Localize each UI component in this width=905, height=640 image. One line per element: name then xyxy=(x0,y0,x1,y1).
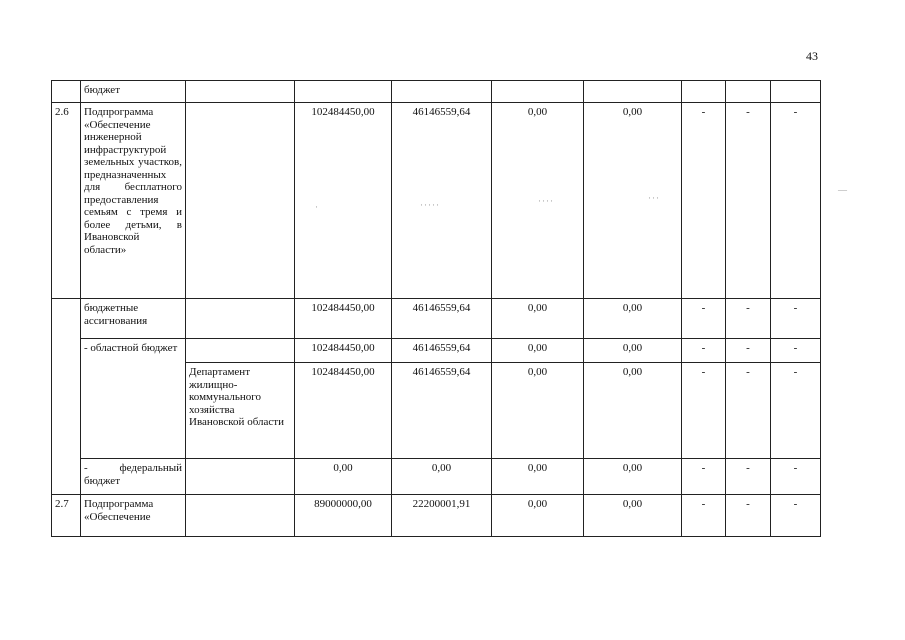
cell-name: Подпрограмма «Обеспечение xyxy=(81,495,186,537)
cell-name: - федеральный бюджет xyxy=(81,459,186,495)
cell-value-4: 0,00 xyxy=(584,339,682,363)
cell-value-2: 46146559,64 xyxy=(392,103,492,299)
cell-dash-1: - xyxy=(682,495,726,537)
cell-value-1: 102484450,00 xyxy=(295,363,392,459)
cell-dash-3: - xyxy=(771,103,821,299)
cell-num: 2.7 xyxy=(52,495,81,537)
cell-value-4: 0,00 xyxy=(584,459,682,495)
cell-value-3: 0,00 xyxy=(492,339,584,363)
cell-dash-3: - xyxy=(771,459,821,495)
cell-name: бюджетные ассигнования xyxy=(81,299,186,339)
cell-num xyxy=(52,81,81,103)
cell-value-2: 46146559,64 xyxy=(392,339,492,363)
table-row xyxy=(52,299,821,339)
scan-speck: · xyxy=(315,202,319,212)
cell-dash-1: - xyxy=(682,103,726,299)
cell-dash-2: - xyxy=(726,103,771,299)
cell-value-1: 102484450,00 xyxy=(295,103,392,299)
cell-name: бюджет xyxy=(81,81,186,103)
cell-dash-1: - xyxy=(682,299,726,339)
cell-dash-1: - xyxy=(682,339,726,363)
budget-table xyxy=(51,80,821,537)
cell-value-3: 0,00 xyxy=(492,459,584,495)
scan-speck: — xyxy=(838,185,848,195)
cell-dash-3: - xyxy=(771,299,821,339)
cell-value-1: 102484450,00 xyxy=(295,299,392,339)
cell-value-4: 0,00 xyxy=(584,363,682,459)
cell-executor: Департамент жилищно-коммунального хозяйства Ивановской области xyxy=(186,363,295,459)
scan-speck: ····· xyxy=(420,200,440,210)
scan-speck: ··· xyxy=(648,193,660,203)
cell-executor xyxy=(186,103,295,299)
cell-value-4: 0,00 xyxy=(584,103,682,299)
cell-dash-2: - xyxy=(726,299,771,339)
cell-dash-3: - xyxy=(771,495,821,537)
cell-value-2: 46146559,64 xyxy=(392,299,492,339)
cell-value-3: 0,00 xyxy=(492,299,584,339)
cell-value-1: 0,00 xyxy=(295,459,392,495)
cell-dash-2: - xyxy=(726,495,771,537)
table-row-top xyxy=(52,81,821,103)
cell-dash-3: - xyxy=(771,363,821,459)
cell-value-2: 46146559,64 xyxy=(392,363,492,459)
table-row xyxy=(52,459,821,495)
cell-dash-2: - xyxy=(726,339,771,363)
cell-value-2: 0,00 xyxy=(392,459,492,495)
cell-value-1: 89000000,00 xyxy=(295,495,392,537)
scan-speck: ···· xyxy=(538,196,554,206)
cell-value-4: 0,00 xyxy=(584,495,682,537)
cell-value-3: 0,00 xyxy=(492,103,584,299)
cell-dash-2: - xyxy=(726,363,771,459)
cell-executor xyxy=(186,459,295,495)
cell-name: - областной бюджет xyxy=(81,339,186,459)
cell-num: 2.6 xyxy=(52,103,81,299)
cell-value-3: 0,00 xyxy=(492,495,584,537)
cell-dash-1: - xyxy=(682,459,726,495)
cell-dash-2: - xyxy=(726,459,771,495)
cell-value-3: 0,00 xyxy=(492,363,584,459)
table-row xyxy=(52,495,821,537)
cell-executor xyxy=(186,299,295,339)
cell-executor xyxy=(186,495,295,537)
cell-num xyxy=(52,299,81,495)
page-number: 43 xyxy=(806,49,818,63)
cell-value-4: 0,00 xyxy=(584,299,682,339)
cell-value-2: 22200001,91 xyxy=(392,495,492,537)
cell-name: Подпрограмма «Обеспечение инженерной инфраструктурой земельных участков, предназначенных для бесплатного предоставления семьям с тремя и более детьми, в Ивановской области» xyxy=(81,103,186,299)
cell-dash-3: - xyxy=(771,339,821,363)
cell-value-1: 102484450,00 xyxy=(295,339,392,363)
cell-dash-1: - xyxy=(682,363,726,459)
cell-executor xyxy=(186,339,295,363)
table-row xyxy=(52,339,821,363)
